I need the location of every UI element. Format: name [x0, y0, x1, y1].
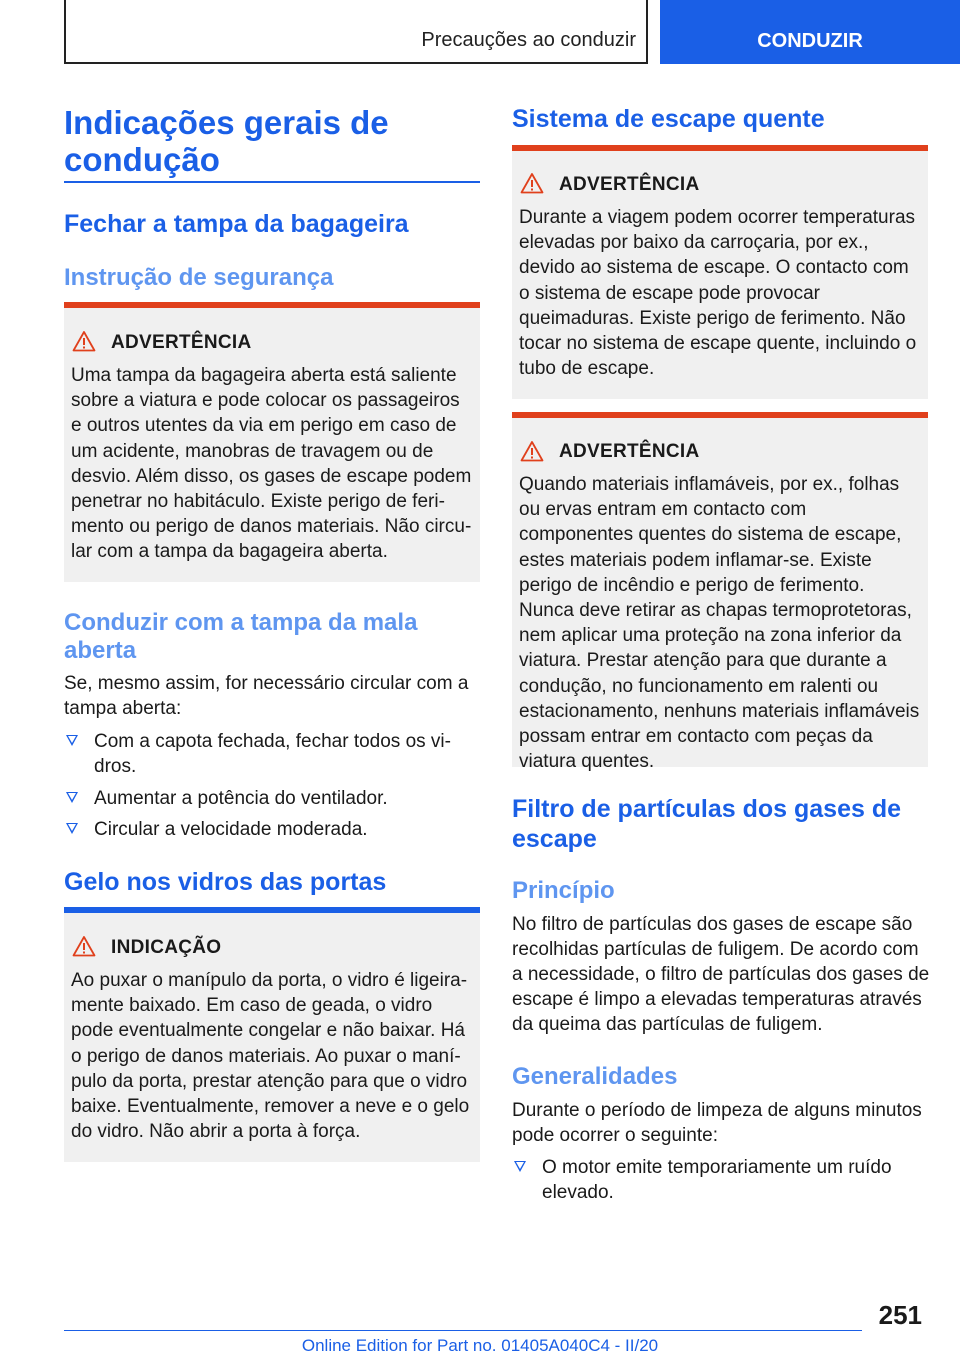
- heading-particle-filter: Filtro de partículas dos gases de escape: [512, 795, 902, 853]
- list-item: [64, 729, 480, 779]
- warning-title: ADVERTÊNCIA: [559, 174, 700, 195]
- heading-open-trunk: Conduzir com a tampa da mala aberta: [64, 609, 418, 664]
- paragraph-principle: No filtro de partículas dos gases de escape são recolhidas partículas de fuligem. De acordo com a necessidade, o filtro de partículas dos gases de escape é limpo a elevadas temperaturas através da queima das partículas de fuligem.: [512, 914, 930, 1035]
- list-item-text: O motor emite temporariamente um ruído elevado.: [542, 1157, 892, 1203]
- warning-triangle-icon: [72, 935, 96, 957]
- warning-triangle-icon: [72, 330, 96, 352]
- heading-exhaust: Sistema de escape quente: [512, 105, 825, 133]
- info-body: Ao puxar o manípulo da porta, o vidro é ligeiramente baixado. Em caso de geada, o vidro pode eventualmente congelar e não baixar. Há o perigo de danos materiais. Ao puxar o manípulo da porta, prestar atenção para que o vidro baixe. Eventualmente, remover a neve e o gelo do vidro. Não abrir a porta à força.: [71, 970, 470, 1143]
- list-item: [64, 786, 480, 811]
- heading-principle: Princípio: [512, 877, 615, 904]
- title-rule: [64, 181, 480, 183]
- edition-footer: Online Edition for Part no. 01405A040C4 - II/20: [301, 1336, 659, 1355]
- bullet-triangle-icon: [66, 792, 78, 803]
- warning-title: ADVERTÊNCIA: [559, 441, 700, 462]
- warning-body: Uma tampa da bagageira aberta está saliente sobre a viatura e pode colocar os passageiros e outros utentes da via em perigo em caso de um acidente, manobras de travagem ou de desvio. Além disso, os gases de escape podem penetrar no habitáculo. Existe perigo de ferimento ou perigo de danos materiais. Não circular com a tampa da bagageira aberta.: [71, 365, 472, 563]
- chapter-tab-label: CONDUZIR: [757, 30, 863, 52]
- list-item-text: Aumentar a potência do ventilador.: [94, 788, 388, 809]
- info-box-door-ice: [64, 907, 480, 1162]
- heading-safety: Instrução de segurança: [64, 264, 334, 291]
- warning-title: ADVERTÊNCIA: [111, 332, 252, 353]
- heading-door-ice: Gelo nos vidros das portas: [64, 868, 387, 896]
- page-title: Indicações gerais de condução: [64, 104, 389, 178]
- warning-box-trunk: [64, 302, 480, 582]
- warning-bar: [512, 145, 928, 151]
- warning-box-exhaust: [512, 145, 928, 399]
- list-item: [512, 1155, 928, 1205]
- chapter-tab[interactable]: [660, 0, 960, 64]
- info-bar: [64, 907, 480, 913]
- warning-bar: [512, 412, 928, 418]
- list-item-text: Com a capota fechada, fechar todos os vidros.: [94, 731, 451, 777]
- list-item: [64, 817, 480, 842]
- section-title: Precauções ao conduzir: [421, 29, 636, 51]
- warning-bar: [64, 302, 480, 308]
- warning-box-flammable: [512, 412, 928, 773]
- paragraph-open-trunk: Se, mesmo assim, for necessário circular com a tampa aberta:: [64, 673, 469, 719]
- header-frame: [64, 0, 648, 64]
- warning-body: Quando materiais inflamáveis, por ex., folhas ou ervas entram em contacto com componentes quentes do sistema de escape, estes materiais podem inflamar-se. Existe perigo de incêndio e perigo de ferimento. Nunca deve retirar as chapas termoprotetoras, nem aplicar uma proteção na zona inferior da viatura. Prestar atenção para que durante a condução, no funcionamento em ralenti ou estacionamento, nenhuns materiais inflamáveis possam entrar em contacto com peças da viatura quentes.: [519, 474, 920, 773]
- page-number: 251: [878, 1300, 922, 1330]
- footer-rule: [64, 1330, 862, 1331]
- info-title: INDICAÇÃO: [111, 937, 222, 958]
- paragraph-general: Durante o período de limpeza de alguns minutos pode ocorrer o seguinte:: [512, 1100, 922, 1146]
- bullet-triangle-icon: [514, 1161, 526, 1172]
- warning-triangle-icon: [520, 440, 544, 462]
- warning-triangle-icon: [520, 172, 544, 194]
- bullet-triangle-icon: [66, 823, 78, 834]
- warning-body: Durante a viagem podem ocorrer temperaturas elevadas por baixo da carroçaria, por ex., devido ao sistema de escape. O contacto com o sistema de escape pode provocar queimaduras. Existe perigo de ferimento. Não tocar no sistema de escape quente, incluindo o tubo de escape.: [519, 207, 917, 380]
- bullet-triangle-icon: [66, 735, 78, 746]
- heading-general: Generalidades: [512, 1063, 678, 1090]
- heading-trunk: Fechar a tampa da bagageira: [64, 210, 409, 238]
- list-item-text: Circular a velocidade moderada.: [94, 819, 368, 840]
